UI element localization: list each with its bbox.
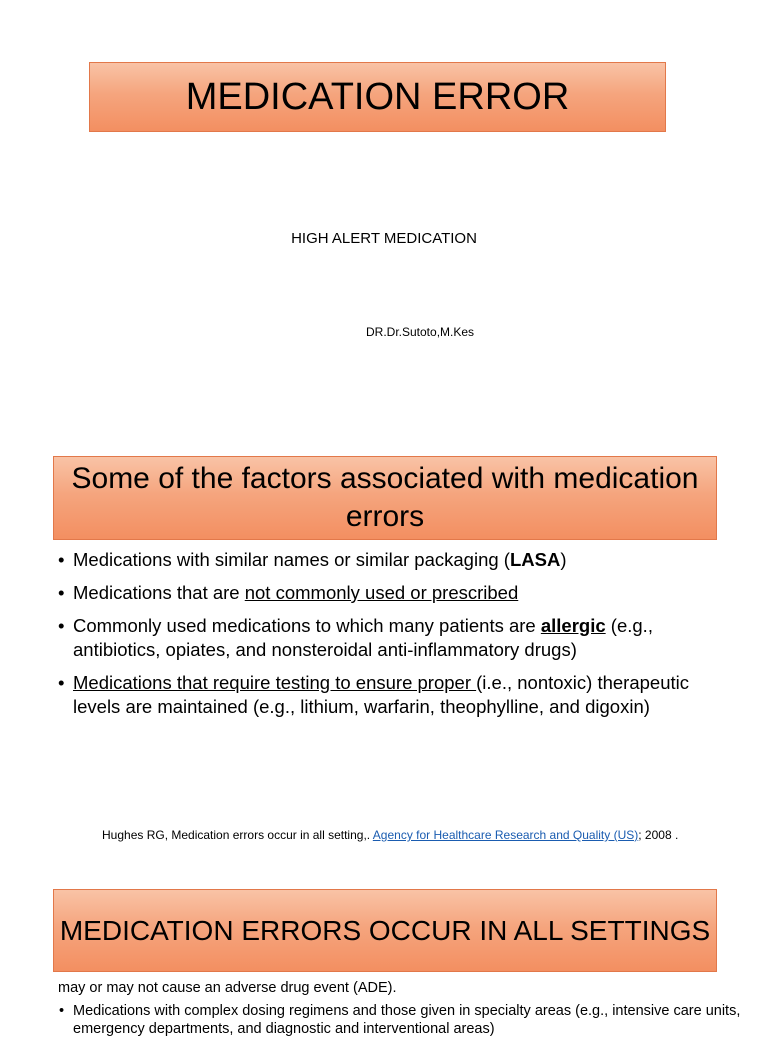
slide3-intro: may or may not cause an adverse drug event (ADE).: [58, 980, 397, 996]
list-item: • Medications that require testing to ensure proper (i.e., nontoxic) therapeutic levels are maintained (e.g., lithium, warfarin, theophylline, and digoxin): [56, 671, 736, 719]
slide3-title-text: MEDICATION ERRORS OCCUR IN ALL SETTINGS: [59, 915, 711, 946]
list-item: • Medications with similar names or similar packaging (LASA): [56, 548, 736, 572]
slide3-bullet-list: [58, 1002, 748, 1038]
slide1-title-text: MEDICATION ERROR: [185, 75, 570, 118]
reference-citation: Hughes RG, Medication errors occur in all setting,. Agency for Healthcare Research and Quality (US); 2008 .: [102, 828, 679, 842]
list-item: • Medications with complex dosing regimens and those given in specialty areas (e.g., intensive care units, emergency departments, and diagnostic and interventional areas): [58, 1002, 748, 1038]
slide2-bullet-list: [56, 548, 736, 728]
slide1-subtitle: HIGH ALERT MEDICATION: [291, 230, 477, 247]
slide1-title: [89, 62, 666, 132]
slide2-title: [53, 456, 717, 540]
list-item: • Commonly used medications to which many patients are allergic (e.g., antibiotics, opiates, and nonsteroidal anti-inflammatory drugs): [56, 614, 736, 662]
list-item: • Medications that are not commonly used or prescribed: [56, 581, 736, 605]
slide3-title: [53, 889, 717, 972]
slide1-author: DR.Dr.Sutoto,M.Kes: [366, 325, 475, 339]
slide2-title-text: Some of the factors associated with medication errors: [71, 462, 699, 533]
reference-link[interactable]: Agency for Healthcare Research and Quality (US): [372, 828, 639, 842]
